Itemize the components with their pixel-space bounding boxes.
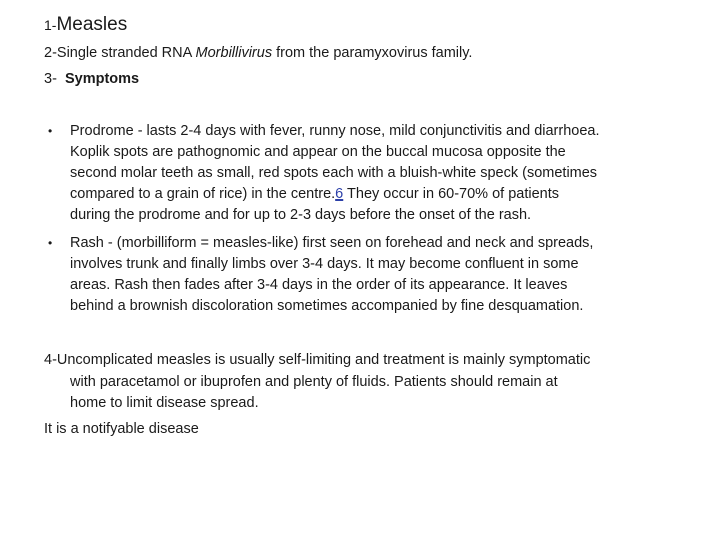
heading-title: Measles [56, 14, 128, 35]
bullet-1-line: Prodrome - lasts 2-4 days with fever, runny nose, mild conjunctivitis and diarrhoea. [70, 123, 600, 139]
bullet-2-line: involves trunk and finally limbs over 3-4 days. It may become confluent in some [70, 256, 579, 272]
reference-link[interactable]: 6 [335, 186, 344, 202]
item-4-line: with paracetamol or ibuprofen and plenty of fluids. Patients should remain at [70, 373, 558, 390]
heading-number: 1- [44, 17, 57, 33]
line-2-suffix: from the paramyxovirus family. [272, 45, 473, 61]
item-4 [44, 350, 704, 415]
closing-line: It is a notifyable disease [44, 421, 199, 437]
line-2 [44, 43, 472, 64]
bullet-1-line: Koplik spots are pathognomic and appear on the buccal mucosa opposite the [70, 144, 566, 160]
bullet-1-glyph: • [48, 124, 53, 138]
bullet-1-line: second molar teeth as small, red spots each with a bluish-white speck (sometimes [70, 165, 598, 181]
line-2-italic: Morbillivirus [195, 45, 273, 61]
item-4-line: home to limit disease spread. [70, 395, 259, 411]
bullet-1-line: during the prodrome and for up to 2-3 days before the onset of the rash. [70, 207, 532, 223]
bullet-1-text [70, 121, 710, 226]
bullet-2-line: areas. Rash then fades after 3-4 days in the order of its appearance. It leaves [70, 277, 568, 293]
bullet-1-line-4-start: compared to a grain of rice) in the centre. [70, 186, 336, 202]
bullet-1-line [70, 184, 710, 205]
line-2-prefix: 2-Single stranded RNA [44, 45, 196, 61]
line-3 [44, 69, 139, 90]
symptoms-label: Symptoms [64, 71, 140, 87]
bullet-2-glyph: • [48, 236, 53, 250]
item-4-line: 4-Uncomplicated measles is usually self-limiting and treatment is mainly symptomatic [44, 352, 591, 368]
bullet-2-line: behind a brownish discoloration sometimes accompanied by fine desquamation. [70, 298, 584, 314]
line-3-number: 3- [44, 71, 57, 87]
bullet-2-line: Rash - (morbilliform = measles-like) first seen on forehead and neck and spreads, [70, 235, 594, 251]
heading [44, 14, 127, 37]
bullet-2-text [70, 233, 710, 317]
bullet-1-line-4-end: They occur in 60-70% of patients [343, 186, 559, 202]
